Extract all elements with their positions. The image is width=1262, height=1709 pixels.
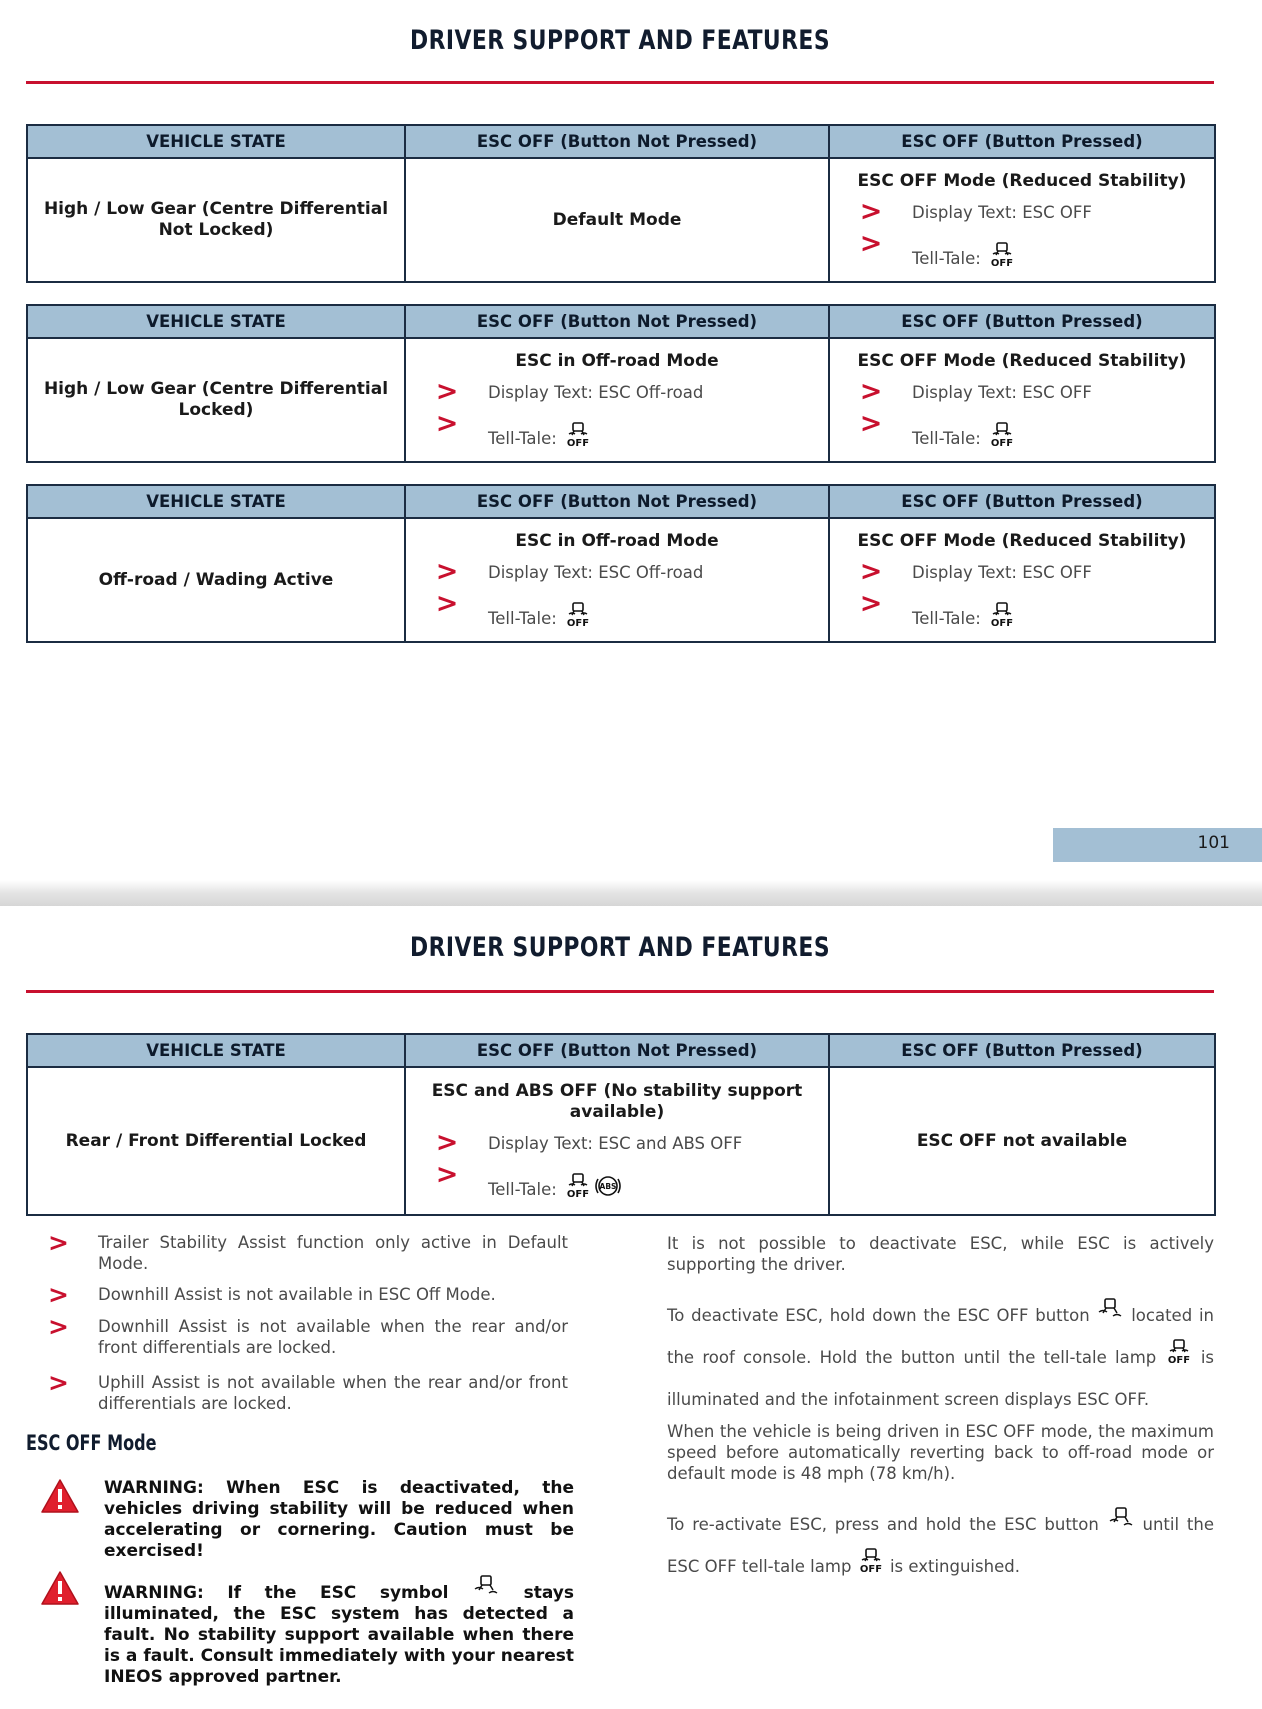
esc-off-icon	[564, 422, 592, 448]
vehicle-state-cell: High / Low Gear (Centre Differential Not Locked)	[27, 158, 405, 282]
telltale-label: Tell-Tale:	[488, 608, 557, 628]
bullet-arrow-icon: >	[48, 1280, 69, 1309]
warning-2	[40, 1570, 580, 1688]
display-text: Display Text: ESC and ABS OFF	[488, 1134, 743, 1153]
esc-table-2	[26, 304, 1216, 463]
page-102	[0, 906, 1262, 1709]
not-pressed-cell	[405, 338, 829, 462]
list-item	[26, 1228, 576, 1274]
list-item	[406, 555, 828, 587]
bullet-arrow-icon: >	[435, 1159, 459, 1190]
list-item	[406, 407, 828, 450]
list-item	[830, 407, 1214, 450]
bullet-arrow-icon: >	[48, 1228, 69, 1257]
not-pressed-cell	[405, 1067, 829, 1215]
list-item	[830, 375, 1214, 407]
esc-table-4	[26, 1033, 1216, 1216]
abs-icon	[594, 1173, 622, 1199]
esc-table-1	[26, 124, 1216, 283]
esc-icon	[1107, 1506, 1135, 1532]
esc-off-icon	[988, 422, 1016, 448]
paragraph-text: located in the roof console. Hold the button until the tell-tale lamp	[667, 1306, 1214, 1367]
paragraph: When the vehicle is being driven in ESC OFF mode, the maximum speed before automatically reverting back to off-road mode or default mode is 48 mph (78 km/h).	[667, 1422, 1214, 1483]
not-pressed-cell	[405, 518, 829, 642]
note-text: Downhill Assist is not available in ESC Off Mode.	[98, 1285, 496, 1304]
bullet-arrow-icon: >	[859, 195, 883, 227]
list-item	[26, 1280, 576, 1309]
page-title: DRIVER SUPPORT AND FEATURES	[409, 25, 831, 56]
telltale-label: Tell-Tale:	[488, 1180, 557, 1199]
vehicle-state-cell: Off-road / Wading Active	[27, 518, 405, 642]
telltale-label: Tell-Tale:	[912, 608, 981, 628]
page-number-tab	[1053, 828, 1262, 862]
paragraph-text: To deactivate ESC, hold down the ESC OFF button	[667, 1306, 1090, 1325]
header-pressed: ESC OFF (Button Pressed)	[829, 305, 1215, 338]
esc-off-icon	[988, 242, 1016, 268]
esc-icon	[472, 1574, 500, 1600]
note-text: Uphill Assist is not available when the rear and/or front differentials are locked.	[98, 1373, 568, 1413]
esc-off-icon	[1165, 1339, 1193, 1365]
list-item	[830, 227, 1214, 270]
telltale-label: Tell-Tale:	[912, 428, 981, 448]
warning-text: stays illuminated, the ESC system has detected a fault. No stability support available when there is a fault. Consult immediately with your nearest INEOS approved partner.	[104, 1583, 575, 1687]
page-separator	[0, 880, 1262, 906]
bullet-arrow-icon: >	[435, 407, 459, 439]
section-heading: ESC OFF Mode	[26, 1431, 157, 1455]
header-not-pressed: ESC OFF (Button Not Pressed)	[405, 125, 829, 158]
list-item	[26, 1312, 576, 1358]
pressed-mode: ESC OFF Mode (Reduced Stability)	[857, 350, 1187, 371]
list-item	[406, 1127, 828, 1158]
bullet-arrow-icon: >	[435, 555, 459, 587]
list-item	[406, 587, 828, 630]
not-pressed-mode: ESC in Off-road Mode	[515, 350, 719, 371]
header-vehicle-state: VEHICLE STATE	[27, 125, 405, 158]
esc-icon	[1096, 1297, 1124, 1323]
pressed-cell	[829, 338, 1215, 462]
bullet-arrow-icon: >	[48, 1368, 69, 1397]
display-text: Display Text: ESC OFF	[912, 382, 1092, 402]
header-vehicle-state: VEHICLE STATE	[27, 1034, 405, 1067]
header-not-pressed: ESC OFF (Button Not Pressed)	[405, 1034, 829, 1067]
header-pressed: ESC OFF (Button Pressed)	[829, 125, 1215, 158]
display-text: Display Text: ESC OFF	[912, 562, 1092, 582]
paragraph	[667, 1295, 1214, 1421]
bullet-arrow-icon: >	[859, 227, 883, 259]
bullet-arrow-icon: >	[435, 1127, 459, 1158]
right-column	[667, 1233, 1214, 1588]
warning-triangle-icon	[40, 1478, 80, 1514]
paragraph	[667, 1504, 1214, 1588]
bullet-arrow-icon: >	[48, 1312, 69, 1341]
display-text: Display Text: ESC Off-road	[488, 562, 704, 582]
esc-off-icon	[564, 1173, 592, 1199]
bullet-arrow-icon: >	[435, 375, 459, 407]
bullet-arrow-icon: >	[859, 555, 883, 587]
not-pressed-mode: ESC in Off-road Mode	[515, 530, 719, 551]
warning-1	[40, 1478, 580, 1562]
list-item	[830, 195, 1214, 227]
esc-off-icon	[988, 602, 1016, 628]
bullet-arrow-icon: >	[859, 587, 883, 619]
warning-triangle-icon	[40, 1570, 80, 1606]
paragraph-text: until the ESC OFF tell-tale lamp	[667, 1515, 1214, 1576]
list-item	[406, 375, 828, 407]
header-not-pressed: ESC OFF (Button Not Pressed)	[405, 485, 829, 518]
header-vehicle-state: VEHICLE STATE	[27, 305, 405, 338]
list-item	[830, 587, 1214, 630]
note-text: Downhill Assist is not available when the rear and/or front differentials are locked.	[98, 1317, 568, 1357]
warning-text: WARNING: When ESC is deactivated, the vehicles driving stability will be reduced when accelerating or cornering. Caution must be exercised!	[104, 1478, 574, 1561]
page-number: 101	[1197, 833, 1230, 853]
telltale-label: Tell-Tale:	[488, 428, 557, 448]
vehicle-state-cell: High / Low Gear (Centre Differential Locked)	[27, 338, 405, 462]
vehicle-state-cell: Rear / Front Differential Locked	[27, 1067, 405, 1215]
paragraph-text: is illuminated and the infotainment screen displays ESC OFF.	[667, 1348, 1214, 1409]
notes-list	[26, 1228, 576, 1424]
not-pressed-mode: Default Mode	[405, 158, 829, 282]
list-item	[406, 1159, 828, 1201]
header-pressed: ESC OFF (Button Pressed)	[829, 485, 1215, 518]
esc-off-icon	[564, 602, 592, 628]
page-title: DRIVER SUPPORT AND FEATURES	[409, 932, 831, 963]
bullet-arrow-icon: >	[435, 587, 459, 619]
warning-text: WARNING: If the ESC symbol	[104, 1583, 449, 1603]
paragraph: It is not possible to deactivate ESC, while ESC is actively supporting the driver.	[667, 1234, 1214, 1274]
display-text: Display Text: ESC OFF	[912, 202, 1092, 222]
pressed-mode: ESC OFF Mode (Reduced Stability)	[857, 530, 1187, 551]
bullet-arrow-icon: >	[859, 375, 883, 407]
pressed-mode: ESC OFF not available	[829, 1067, 1215, 1215]
display-text: Display Text: ESC Off-road	[488, 382, 704, 402]
telltale-label: Tell-Tale:	[912, 248, 981, 268]
pressed-cell	[829, 518, 1215, 642]
esc-off-icon	[857, 1548, 885, 1574]
list-item	[26, 1368, 576, 1414]
paragraph-text: To re-activate ESC, press and hold the ESC button	[667, 1515, 1099, 1534]
bullet-arrow-icon: >	[859, 407, 883, 439]
note-text: Trailer Stability Assist function only active in Default Mode.	[98, 1233, 568, 1273]
pressed-cell	[829, 158, 1215, 282]
paragraph-text: is extinguished.	[889, 1557, 1020, 1576]
header-not-pressed: ESC OFF (Button Not Pressed)	[405, 305, 829, 338]
list-item	[830, 555, 1214, 587]
esc-table-3	[26, 484, 1216, 643]
header-pressed: ESC OFF (Button Pressed)	[829, 1034, 1215, 1067]
header-vehicle-state: VEHICLE STATE	[27, 485, 405, 518]
not-pressed-mode: ESC and ABS OFF (No stability support available)	[431, 1081, 803, 1122]
title-rule	[26, 81, 1214, 84]
pressed-mode: ESC OFF Mode (Reduced Stability)	[857, 170, 1187, 191]
title-rule	[26, 990, 1214, 993]
